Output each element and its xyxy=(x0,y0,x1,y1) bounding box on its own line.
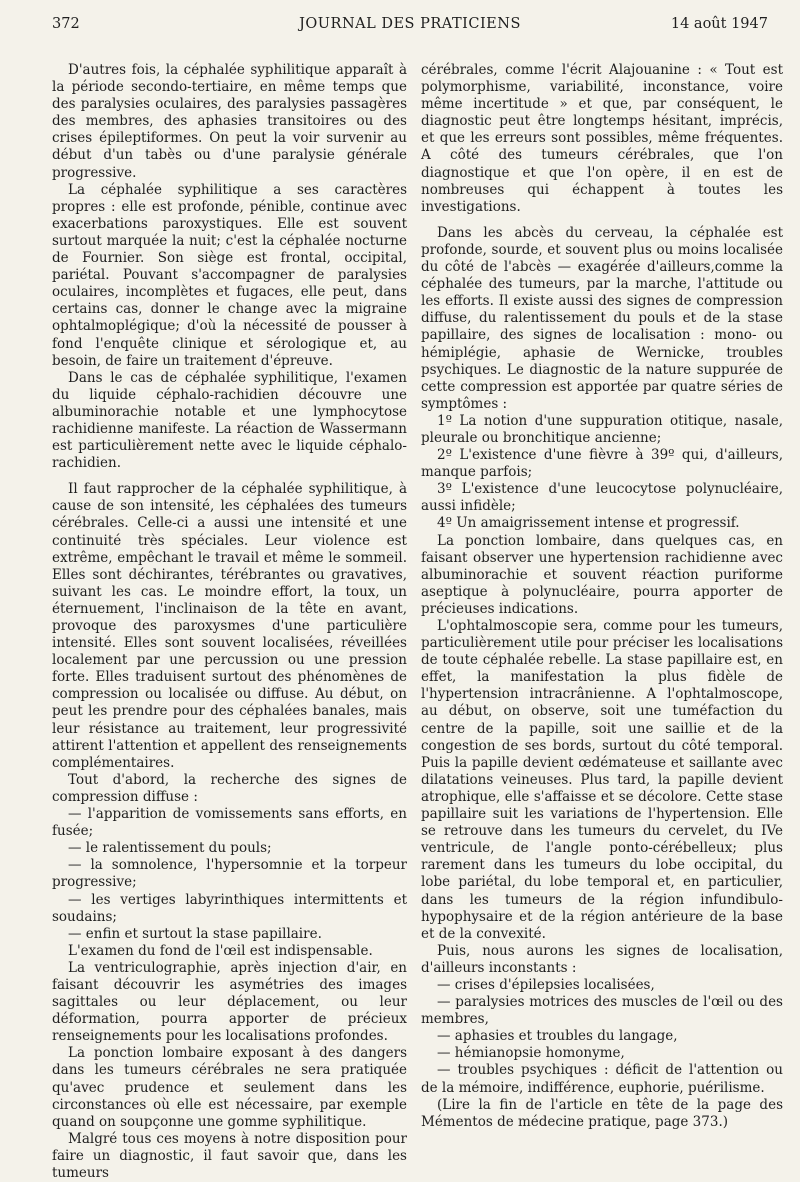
issue-date: 14 août 1947 xyxy=(670,16,768,32)
right-column xyxy=(421,62,783,1131)
paragraph: Dans le cas de céphalée syphilitique, l'examen du liquide céphalo-rachidien découvre une albuminorachie notable et une lymphocytose rachidienne manifeste. La réaction de Wassermann est particulièrement nette avec le liquide céphalo-rachidien. xyxy=(52,369,407,472)
list-item: — enfin et surtout la stase papillaire. xyxy=(68,925,322,942)
list-item: — troubles psychiques : déficit de l'attention ou de la mémoire, indifférence, euphorie, puérilisme. xyxy=(421,1062,783,1096)
paragraph: cérébrales, comme l'écrit Alajouanine : « Tout est polymorphisme, variabilité, inconstance, voire même incertitude » et que, par conséquent, le diagnostic peut être longtemps hésitant, imprécis, et que les erreurs sont possibles, même fréquentes. A côté des tumeurs cérébrales, que l'on diagnostique et que l'on opère, il en est de nombreuses qui échappent à toutes les investigations. xyxy=(421,62,783,215)
page-number: 372 xyxy=(52,16,80,32)
list-item: — hémianopsie homonyme, xyxy=(437,1045,625,1062)
paragraph: Puis, nous aurons les signes de localisation, d'ailleurs inconstants : xyxy=(421,942,783,976)
paragraph: D'autres fois, la céphalée syphilitique apparaît à la période secondo-tertiaire, en même temps que des paralysies oculaires, des paralysies passagères des membres, des aphasies transitoires ou des crises épileptiformes. On peut la voir survenir au début d'un tabès ou d'une paralysie générale progressive. xyxy=(52,62,407,181)
paragraph: La ponction lombaire, dans quelques cas, en faisant observer une hypertension rachidienne avec albuminorachie et souvent réaction puriforme aseptique à polynucléaire, pourra apporter de précieuses indications. xyxy=(421,532,783,617)
list-item: — le ralentissement du pouls; xyxy=(68,840,272,857)
page-header xyxy=(52,16,768,38)
list-item: — crises d'épilepsies localisées, xyxy=(437,976,655,993)
list-item: — la somnolence, l'hypersomnie et la torpeur progressive; xyxy=(52,857,407,891)
paragraph: L'examen du fond de l'œil est indispensable. xyxy=(68,942,373,959)
list-item: — paralysies motrices des muscles de l'œil ou des membres, xyxy=(421,994,783,1028)
paragraph: Il faut rapprocher de la céphalée syphilitique, à cause de son intensité, les céphalées des tumeurs cérébrales. Celle-ci a aussi une intensité et une continuité très spéciales. Leur violence est extrême, empêchant le travail et même le sommeil. Elles sont déchirantes, térébrantes ou gravatives, suivant les cas. Le moindre effort, la toux, un éternuement, l'inclinaison de la tête en avant, provoque des paroxysmes d'une particulière intensité. Elles sont souvent localisées, réveillées localement par une percussion ou une pression forte. Elles traduisent surtout des phénomènes de compression ou localisée ou diffuse. Au début, on peut les prendre pour des céphalées banales, mais leur résistance au traitement, leur progressivité attirent l'attention et appellent des renseignements complémentaires. xyxy=(52,481,407,771)
continuation-note: (Lire la fin de l'article en tête de la page des Mémentos de médecine pratique, page 373.) xyxy=(421,1096,783,1130)
paragraph: Dans les abcès du cerveau, la céphalée est profonde, sourde, et souvent plus ou moins localisée du côté de l'abcès — exagérée d'ailleurs,comme la céphalée des tumeurs, par la marche, l'attitude ou les efforts. Il existe aussi des signes de compression diffuse, du ralentissement du pouls et de la stase papillaire, des signes de localisation : mono- ou hémiplégie, aphasie de Wernicke, troubles psychiques. Le diagnostic de la nature suppurée de cette compression est apportée par quatre séries de symptômes : xyxy=(421,224,783,412)
list-item: — l'apparition de vomissements sans efforts, en fusée; xyxy=(52,806,407,840)
list-item: — aphasies et troubles du langage, xyxy=(437,1028,678,1045)
list-item: 2º L'existence d'une fièvre à 39º qui, d'ailleurs, manque parfois; xyxy=(421,447,783,481)
list-item: 1º La notion d'une suppuration otitique, nasale, pleurale ou bronchitique ancienne; xyxy=(421,412,783,446)
left-column xyxy=(52,62,407,1182)
paragraph: Tout d'abord, la recherche des signes de compression diffuse : xyxy=(52,771,407,805)
list-item: 4º Un amaigrissement intense et progressif. xyxy=(437,515,740,532)
paragraph: La ventriculographie, après injection d'air, en faisant découvrir les asymétries des images sagittales ou leur déplacement, ou leur déformation, pourra apporter de précieux renseignements pour les localisations profondes. xyxy=(52,959,407,1045)
paragraph: La ponction lombaire exposant à des dangers dans les tumeurs cérébrales ne sera pratiquée qu'avec prudence et seulement dans les circonstances où elle est nécessaire, par exemple quand on soupçonne une gomme syphilitique. xyxy=(52,1045,407,1130)
paragraph: Malgré tous ces moyens à notre disposition pour faire un diagnostic, il faut savoir que, dans les tumeurs xyxy=(52,1130,407,1181)
list-item: — les vertiges labyrinthiques intermittents et soudains; xyxy=(52,891,407,925)
paragraph: L'ophtalmoscopie sera, comme pour les tumeurs, particulièrement utile pour préciser les localisations de toute céphalée rebelle. La stase papillaire est, en effet, la manifestation la plus fidèle de l'hypertension intracrânienne. A l'ophtalmoscope, au début, on observe, soit une tuméfaction du centre de la papille, soit une saillie et de la congestion de ses bords, surtout du côté temporal. Puis la papille devient œdémateuse et saillante avec dilatations veineuses. Plus tard, la papille devient atrophique, elle s'affaisse et se décolore. Cette stase papillaire suit les variations de l'hypertension. Elle se retrouve dans les tumeurs du cervelet, du IVe ventricule, de l'angle ponto-cérébelleux; plus rarement dans les tumeurs du lobe occipital, du lobe pariétal, du lobe temporal et, en particulier, dans les tumeurs de la région infundibulo-hypophysaire et de la région antérieure de la base et de la convexité. xyxy=(421,618,783,942)
list-item: 3º L'existence d'une leucocytose polynucléaire, aussi infidèle; xyxy=(421,481,783,515)
journal-title: JOURNAL DES PRATICIENS xyxy=(299,16,521,32)
paragraph: La céphalée syphilitique a ses caractères propres : elle est profonde, pénible, continue avec exacerbations paroxystiques. Elle est souvent surtout marquée la nuit; c'est la céphalée nocturne de Fournier. Son siège est frontal, occipital, pariétal. Pouvant s'accompagner de paralysies oculaires, incomplètes et fugaces, elle peut, dans certains cas, donner le change avec la migraine ophtalmoplégique; d'où la nécessité de pousser à fond l'enquête clinique et sérologique et, au besoin, de faire un traitement d'épreuve. xyxy=(52,181,407,369)
